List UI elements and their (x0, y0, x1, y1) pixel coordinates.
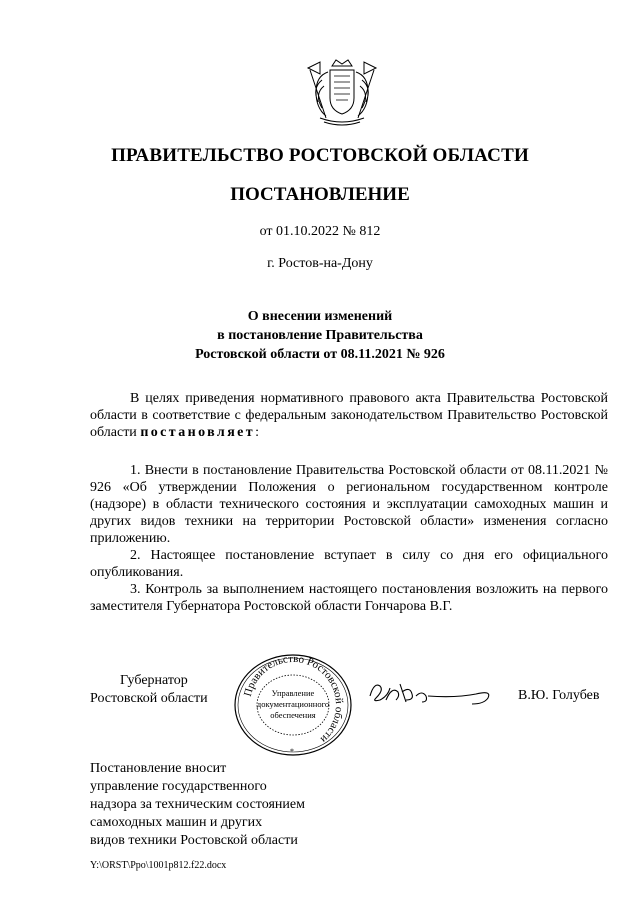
resolution-items (90, 462, 608, 615)
subject-line: в постановление Правительства (217, 328, 423, 343)
subject-line: О внесении изменений (247, 309, 393, 324)
item-2: 2. Настоящее постановление вступает в силу со дня его официального опубликования. (90, 548, 608, 580)
government-title: ПРАВИТЕЛЬСТВО РОСТОВСКОЙ ОБЛАСТИ (111, 145, 529, 166)
signatory-position (90, 672, 208, 708)
submitted-by (90, 760, 305, 850)
city: г. Ростов-на-Дону (267, 256, 373, 271)
coat-of-arms-icon (302, 58, 382, 126)
submitted-by-line: самоходных машин и других (90, 815, 263, 830)
subject-line: Ростовской области от 08.11.2021 № 926 (195, 347, 445, 362)
seal-inner-line: документационного (256, 699, 330, 709)
document-subject (0, 307, 640, 364)
submitted-by-line: видов техники Ростовской области (90, 833, 298, 848)
svg-text:*: * (290, 747, 294, 756)
seal-inner-line: обеспечения (270, 710, 316, 720)
seal-ring-text: Правительство Ростовской области (241, 652, 346, 746)
preamble (90, 390, 608, 441)
submitted-by-line: Постановление вносит (90, 761, 227, 776)
preamble-tail: : (255, 425, 259, 440)
submitted-by-line: управление государственного (90, 779, 267, 794)
file-path: Y:\ORST\Ppo\1001p812.f22.docx (90, 860, 227, 871)
submitted-by-line: надзора за техническим состоянием (90, 797, 305, 812)
position-line: Губернатор (120, 673, 188, 688)
seal-inner-line: Управление (271, 688, 315, 698)
preamble-decree-word: постановляет (140, 425, 256, 440)
official-seal-icon (228, 650, 358, 760)
item-1: 1. Внести в постановление Правительства Ростовской области от 08.11.2021 № 926 «Об утверждении Положения о региональном государственном контроле (надзоре) в области технического состояния и эксплуатации самоходных машин и других видов техники на территории Ростовской области» изменения согласно приложению. (90, 463, 608, 546)
position-line: Ростовской области (90, 691, 208, 706)
item-3: 3. Контроль за выполнением настоящего постановления возложить на первого заместителя Губернатора Ростовской области Гончарова В.Г. (90, 582, 608, 614)
preamble-text: В целях приведения нормативного правового акта Правительства Ростовской области в соответствие с федеральным законодательством Правительство Ростовской области (90, 391, 608, 440)
document-type: ПОСТАНОВЛЕНИЕ (230, 184, 410, 205)
handwritten-signature-icon (366, 672, 496, 712)
signatory-name: В.Ю. Голубев (518, 688, 600, 703)
date-and-number: от 01.10.2022 № 812 (259, 224, 381, 239)
